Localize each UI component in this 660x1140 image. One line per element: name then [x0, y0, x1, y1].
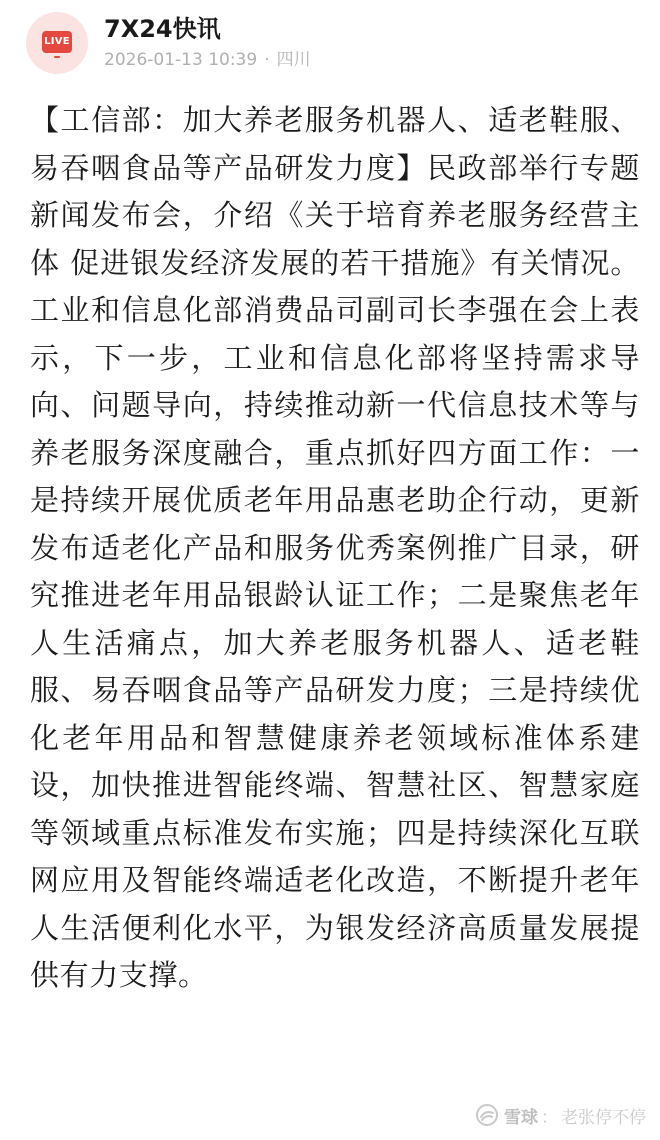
post-body: 【工信部：加大养老服务机器人、适老鞋服、易吞咽食品等产品研发力度】民政部举行专题新闻发布会，介绍《关于培育养老服务经营主体 促进银发经济发展的若干措施》有关情况。工业和信息化部消费品司副司长李强在会上表示，下一步，工业和信息化部将坚持需求导向、问题导向，持续推动新一代信息技术等与养老服务深度融合，重点抓好四方面工作：一是持续开展优质老年用品惠老助企行动，更新发布适老化产品和服务优秀案例推广目录，研究推进老年用品银龄认证工作；二是聚焦老年人生活痛点，加大养老服务机器人、适老鞋服、易吞咽食品等产品研发力度；三是持续优化老年用品和智慧健康养老领域标准体系建设，加快推进智能终端、智慧社区、智慧家庭等领域重点标准发布实施；四是持续深化互联网应用及智能终端适老化改造，不断提升老年人生活便利化水平，为银发经济高质量发展提供有力支撑。: [30, 103, 640, 992]
channel-name[interactable]: 7X24快讯: [104, 15, 221, 43]
post-header: [0, 0, 660, 90]
meta-separator: ·: [264, 50, 270, 70]
post-meta: [104, 48, 311, 72]
watermark: [475, 1098, 646, 1132]
post-datetime: 2026-01-13 10:39: [104, 50, 258, 70]
channel-avatar[interactable]: [26, 12, 88, 74]
watermark-author: 老张停不停: [561, 1107, 646, 1128]
post-location: 四川: [276, 50, 311, 70]
watermark-brand: 雪球: [504, 1107, 538, 1128]
watermark-separator: ：: [541, 1107, 558, 1128]
snowball-icon: [475, 1103, 499, 1127]
live-tv-icon: LIVE: [42, 31, 72, 53]
